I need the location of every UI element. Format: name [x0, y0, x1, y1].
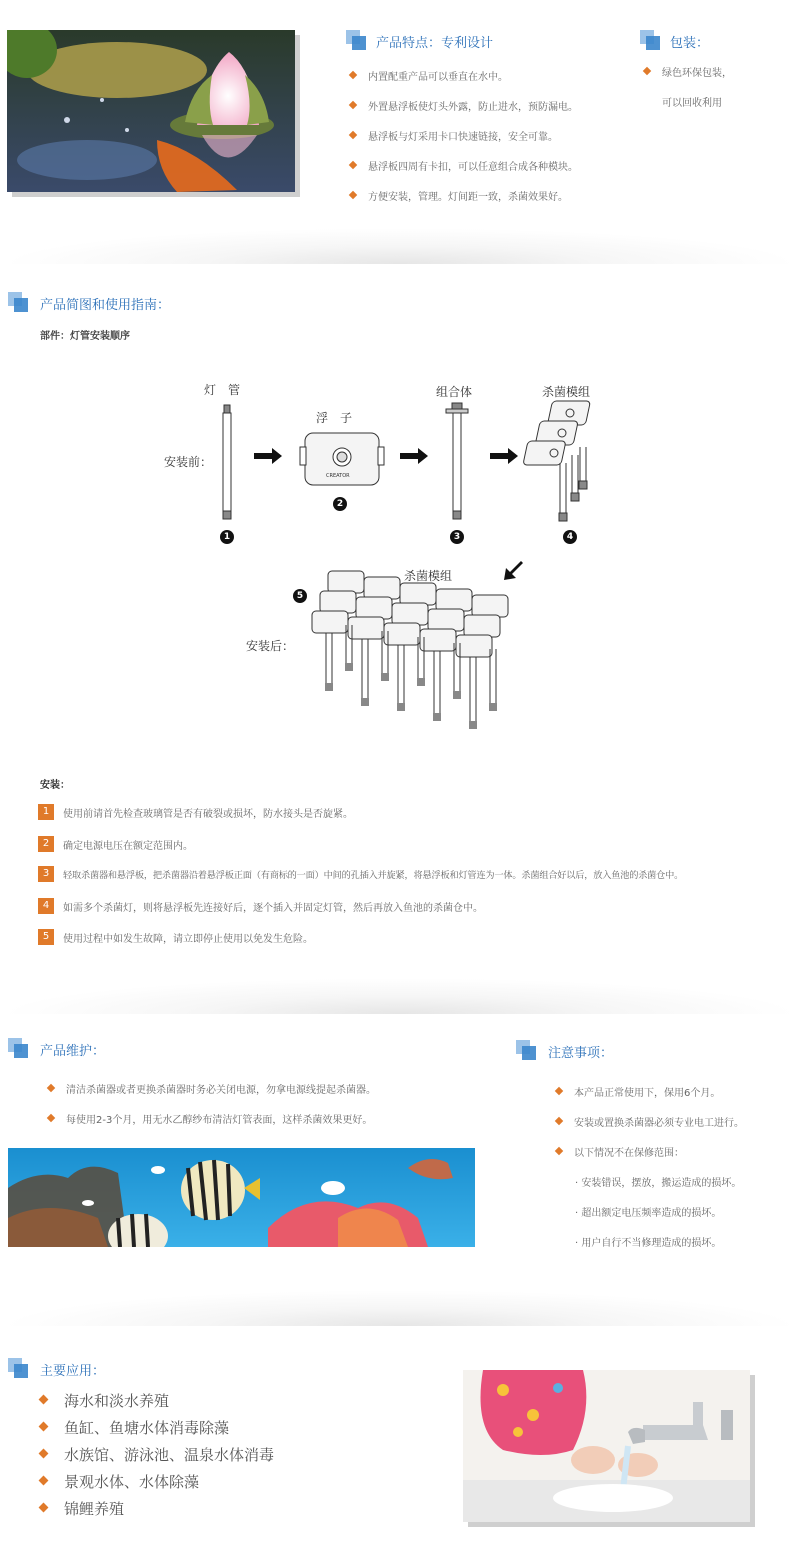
applications-list [38, 1390, 274, 1525]
handwashing-photo [463, 1370, 750, 1522]
list-item: 悬浮板与灯采用卡口快速链接，安全可靠。 [346, 128, 578, 158]
diamond-bullet-icon [349, 71, 357, 79]
step-circle-5: 5 [293, 589, 307, 603]
label-before: 安装前： [164, 455, 213, 469]
list-item: 可以回收利用 [662, 98, 722, 109]
step-circle-4: 4 [563, 530, 577, 544]
step-number: 4 [38, 898, 54, 914]
diamond-bullet-icon [39, 1449, 49, 1459]
guide-title: 产品简图和使用指南： [40, 298, 171, 313]
step-circle-3: 3 [450, 530, 464, 544]
maintenance-list [44, 1081, 376, 1141]
diamond-bullet-icon [39, 1476, 49, 1486]
section-divider [0, 228, 800, 264]
diamond-bullet-icon [555, 1087, 563, 1095]
step-number: 5 [38, 929, 54, 945]
diamond-bullet-icon [349, 101, 357, 109]
list-item: 海水和淡水养殖 [38, 1390, 274, 1417]
list-item: 内置配重产品可以垂直在水中。 [346, 68, 578, 98]
diamond-bullet-icon [39, 1422, 49, 1432]
step-number: 1 [38, 804, 54, 820]
label-after: 安装后： [246, 639, 295, 653]
maintenance-title: 产品维护： [40, 1044, 106, 1059]
step-circle-1: 1 [220, 530, 234, 544]
list-item: 水族馆、游泳池、温泉水体消毒 [38, 1444, 274, 1471]
applications-title: 主要应用： [40, 1364, 106, 1379]
packaging-list [640, 64, 732, 124]
lotus-koi-photo [7, 30, 295, 192]
list-item: 外置悬浮板使灯头外露，防止进水，预防漏电。 [346, 98, 578, 128]
step-number: 2 [38, 836, 54, 852]
notes-sub-item: · 超出额定电压频率造成的损坏。 [575, 1208, 722, 1219]
install-title: 安装： [40, 780, 70, 791]
packaging-title-icon [640, 30, 660, 50]
section-divider [0, 1290, 800, 1326]
packaging-title: 包装： [670, 36, 710, 51]
label-module: 杀菌模组 [542, 385, 591, 399]
list-item: 景观水体、水体除藻 [38, 1471, 274, 1498]
float-brand: CREATOR [326, 473, 350, 479]
diamond-bullet-icon [39, 1395, 49, 1405]
list-item: 鱼缸、鱼塘水体消毒除藻 [38, 1417, 274, 1444]
notes-title-icon [516, 1040, 536, 1060]
label-assembly: 组合体 [436, 385, 473, 399]
step-number: 3 [38, 866, 54, 882]
label-module-2: 杀菌模组 [404, 569, 453, 583]
guide-subtitle: 部件：灯管安装顺序 [40, 331, 130, 342]
label-float: 浮 子 [316, 411, 353, 425]
step-circle-2: 2 [333, 497, 347, 511]
list-item: 本产品正常使用下，保用6个月。 [552, 1084, 744, 1114]
diamond-bullet-icon [47, 1084, 55, 1092]
diamond-bullet-icon [349, 161, 357, 169]
diamond-bullet-icon [47, 1114, 55, 1122]
diamond-bullet-icon [349, 131, 357, 139]
diamond-bullet-icon [555, 1117, 563, 1125]
notes-list [552, 1084, 744, 1174]
list-item: 锦鲤养殖 [38, 1498, 274, 1525]
applications-title-icon [8, 1358, 28, 1378]
guide-title-icon [8, 292, 28, 312]
features-list [346, 68, 578, 218]
assembly-diagram [150, 375, 630, 735]
label-lamp: 灯 管 [204, 383, 241, 397]
list-item: 方便安装，管理。灯间距一致，杀菌效果好。 [346, 188, 578, 218]
maintenance-title-icon [8, 1038, 28, 1058]
features-title-icon [346, 30, 366, 50]
reef-fish-photo [8, 1148, 475, 1247]
list-item: 每使用2-3个月，用无水乙醇纱布清洁灯管表面，这样杀菌效果更好。 [44, 1111, 376, 1141]
list-item: 以下情况不在保修范围： [552, 1144, 744, 1174]
diamond-bullet-icon [643, 67, 651, 75]
features-title: 产品特点：专利设计 [376, 36, 494, 51]
list-item: 清洁杀菌器或者更换杀菌器时务必关闭电源，勿拿电源线提起杀菌器。 [44, 1081, 376, 1111]
list-item: 绿色环保包装， [640, 64, 732, 94]
notes-sub-item: · 安装错误，摆放，搬运造成的损坏。 [575, 1178, 742, 1189]
diamond-bullet-icon [39, 1503, 49, 1513]
notes-title: 注意事项： [548, 1046, 614, 1061]
section-divider [0, 978, 800, 1014]
notes-sub-item: · 用户自行不当修理造成的损坏。 [575, 1238, 722, 1249]
list-item: 悬浮板四周有卡扣，可以任意组合成各种模块。 [346, 158, 578, 188]
diamond-bullet-icon [555, 1147, 563, 1155]
diamond-bullet-icon [349, 191, 357, 199]
list-item: 安装或置换杀菌器必须专业电工进行。 [552, 1114, 744, 1144]
